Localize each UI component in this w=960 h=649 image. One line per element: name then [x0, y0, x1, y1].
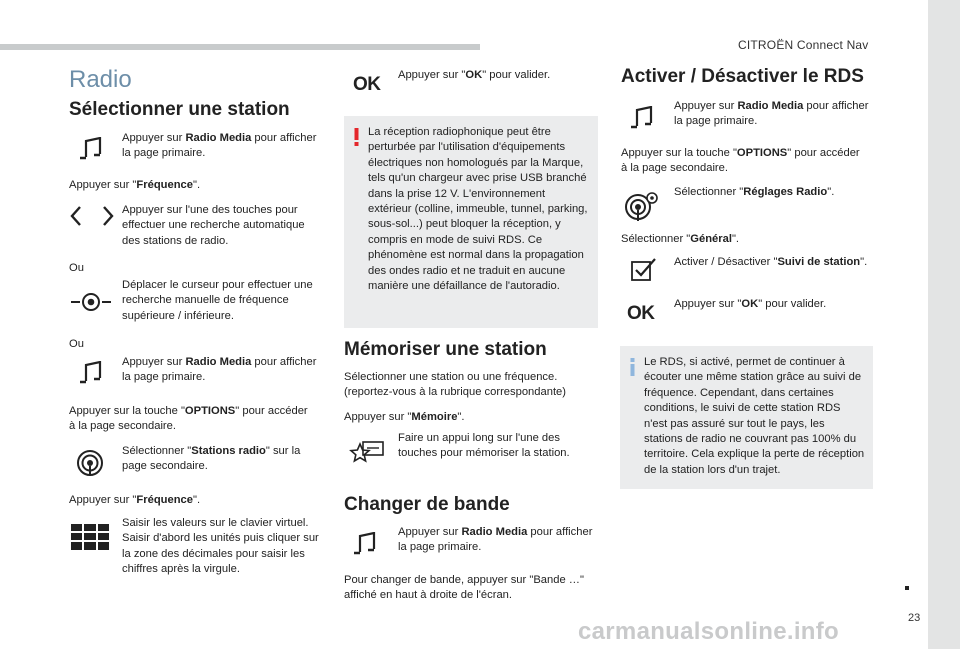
music-note-icon: [79, 137, 103, 163]
or-label: Ou: [69, 262, 84, 274]
radio-station-icon: [76, 449, 104, 477]
step-ok-validate: Appuyer sur "OK" pour valider.: [674, 298, 827, 310]
step-frequence: Appuyer sur "Fréquence".: [69, 494, 201, 506]
step-options: Appuyer sur la touche "OPTIONS" pour accéder à la page secondaire.: [621, 147, 860, 175]
music-note-icon: [630, 106, 654, 132]
radio-settings-icon: [624, 190, 660, 222]
header-rule: [0, 44, 480, 50]
step-virtual-keyboard: Saisir les valeurs sur le clavier virtuel. Saisir d'abord les unités puis cliquer sur la zone des décimales pour saisir les chiffres après la virgule.: [122, 517, 319, 576]
heading-change-band: Changer de bande: [344, 494, 510, 515]
watermark: carmanualsonline.info: [578, 618, 840, 645]
chevron-left-right-icon: [69, 205, 115, 227]
warning-text: La réception radiophonique peut être perturbée par l'utilisation d'équipements électriques non homologués par la Marque, tels qu'un chargeur avec prise USB branché dans la prise 12 V. L'environnement extérieur (colline, immeuble, tunnel, parking, sous-sol...) peut bloquer la réception, y compris en mode de suivi RDS. Ce phénomène est normal dans la propagation des ondes radio et ne traduit en aucune manière une défaillance de l'autoradio.: [368, 126, 588, 293]
continuation-mark: [905, 586, 909, 590]
step-reglages-radio: Sélectionner "Réglages Radio".: [674, 186, 835, 198]
info-text: Le RDS, si activé, permet de continuer à écouter une même station grâce au suivi de fréquence. Cependant, dans certaines conditions, le suivi de cette station RDS n'est pas assuré sur tout le pays, les stations de radio ne couvrant pas 100% du territoire. Cela explique la perte de réception de la station lors d'un trajet.: [644, 356, 865, 476]
step-radio-media: Appuyer sur Radio Media pour afficher la page primaire.: [398, 526, 593, 554]
keypad-icon: [71, 524, 109, 550]
step-frequence: Appuyer sur "Fréquence".: [69, 179, 201, 191]
slider-cursor-icon: [71, 288, 111, 316]
step-memoire: Appuyer sur "Mémoire".: [344, 411, 465, 423]
info-icon: [630, 358, 635, 381]
step-long-press: Faire un appui long sur l'une des touches pour mémoriser la station.: [398, 432, 570, 460]
step-ok-validate: Appuyer sur "OK" pour valider.: [398, 69, 551, 81]
star-memory-icon: [349, 440, 385, 470]
step-general: Sélectionner "Général".: [621, 233, 740, 245]
step-options: Appuyer sur la touche "OPTIONS" pour accéder à la page secondaire.: [69, 405, 308, 433]
side-strip: [928, 0, 960, 649]
warning-note: [344, 116, 598, 328]
heading-select-station: Sélectionner une station: [69, 99, 290, 120]
ok-icon: OK: [353, 74, 381, 95]
step-radio-media: Appuyer sur Radio Media pour afficher la page primaire.: [122, 356, 317, 384]
ok-icon: OK: [627, 303, 655, 324]
step-select-station: Sélectionner une station ou une fréquence. (reportez-vous à la rubrique correspondante): [344, 371, 567, 399]
step-stations-radio: Sélectionner "Stations radio" sur la page secondaire.: [122, 445, 301, 473]
step-radio-media: Appuyer sur Radio Media pour afficher la page primaire.: [674, 100, 869, 128]
checkbox-checked-icon: [631, 257, 657, 281]
step-auto-search: Appuyer sur l'une des touches pour effectuer une recherche automatique des stations de radio.: [122, 204, 305, 247]
step-suivi-station: Activer / Désactiver "Suivi de station".: [674, 256, 868, 268]
step-radio-media: Appuyer sur Radio Media pour afficher la page primaire.: [122, 132, 317, 160]
music-note-icon: [353, 532, 377, 558]
section-title: Radio: [69, 66, 132, 93]
music-note-icon: [79, 361, 103, 387]
heading-rds: Activer / Désactiver le RDS: [621, 66, 864, 87]
heading-memorise-station: Mémoriser une station: [344, 339, 547, 360]
brand-label: CITROËN Connect Nav: [738, 38, 869, 52]
info-note: [620, 346, 873, 489]
or-label: Ou: [69, 338, 84, 350]
page-number: 23: [908, 612, 921, 624]
warning-icon: [354, 128, 359, 151]
step-change-band: Pour changer de bande, appuyer sur "Bande …" affiché en haut à droite de l'écran.: [344, 574, 584, 602]
step-manual-search: Déplacer le curseur pour effectuer une recherche manuelle de fréquence supérieure / inférieure.: [122, 279, 313, 322]
